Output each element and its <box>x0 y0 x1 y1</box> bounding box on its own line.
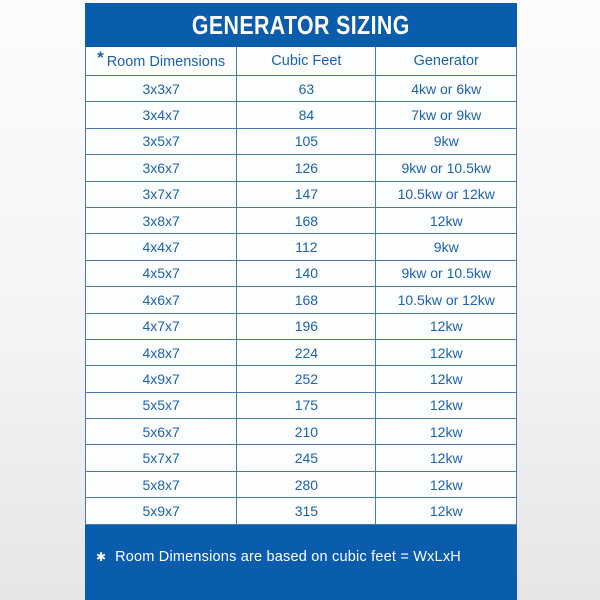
generator-sizing-card <box>85 3 517 600</box>
cell-generator: 12kw <box>376 339 517 365</box>
cell-cubic-feet: 112 <box>237 234 376 260</box>
column-header-generator: Generator <box>376 47 517 76</box>
cell-cubic-feet: 175 <box>237 392 376 418</box>
cell-room-dimensions: 4x5x7 <box>86 260 237 286</box>
cell-generator: 7kw or 9kw <box>376 102 517 128</box>
cell-cubic-feet: 168 <box>237 207 376 233</box>
cell-cubic-feet: 63 <box>237 76 376 102</box>
table-row <box>86 260 517 286</box>
footnote <box>85 525 517 600</box>
column-header-cubic-feet: Cubic Feet <box>237 47 376 76</box>
cell-room-dimensions: 3x3x7 <box>86 76 237 102</box>
table-row <box>86 445 517 471</box>
cell-cubic-feet: 168 <box>237 287 376 313</box>
table-row <box>86 419 517 445</box>
table-row <box>86 392 517 418</box>
cell-generator: 9kw or 10.5kw <box>376 260 517 286</box>
cell-cubic-feet: 245 <box>237 445 376 471</box>
table-row <box>86 498 517 524</box>
cell-room-dimensions: 4x8x7 <box>86 339 237 365</box>
cell-cubic-feet: 224 <box>237 339 376 365</box>
cell-room-dimensions: 3x5x7 <box>86 128 237 154</box>
title-banner <box>85 3 517 47</box>
table-row <box>86 76 517 102</box>
sizing-table <box>85 47 517 525</box>
cell-generator: 10.5kw or 12kw <box>376 181 517 207</box>
asterisk-marker: * <box>97 48 104 67</box>
cell-generator: 4kw or 6kw <box>376 76 517 102</box>
cell-generator: 9kw or 10.5kw <box>376 155 517 181</box>
cell-generator: 12kw <box>376 498 517 524</box>
cell-room-dimensions: 4x6x7 <box>86 287 237 313</box>
cell-cubic-feet: 280 <box>237 471 376 497</box>
cell-generator: 10.5kw or 12kw <box>376 287 517 313</box>
table-row <box>86 155 517 181</box>
cell-cubic-feet: 147 <box>237 181 376 207</box>
cell-room-dimensions: 4x7x7 <box>86 313 237 339</box>
column-header-label: Room Dimensions <box>106 54 226 70</box>
page-title: GENERATOR SIZING <box>192 9 410 40</box>
cell-room-dimensions: 5x6x7 <box>86 419 237 445</box>
table-row <box>86 128 517 154</box>
column-header-room-dimensions <box>86 47 237 76</box>
cell-room-dimensions: 5x8x7 <box>86 471 237 497</box>
table-row <box>86 313 517 339</box>
table-row <box>86 207 517 233</box>
table-row <box>86 234 517 260</box>
cell-cubic-feet: 105 <box>237 128 376 154</box>
cell-room-dimensions: 5x9x7 <box>86 498 237 524</box>
cell-cubic-feet: 315 <box>237 498 376 524</box>
cell-room-dimensions: 4x4x7 <box>86 234 237 260</box>
table-row <box>86 471 517 497</box>
footnote-star-icon: ✱ <box>96 550 107 565</box>
table-header-row <box>86 47 517 76</box>
cell-cubic-feet: 84 <box>237 102 376 128</box>
cell-room-dimensions: 3x4x7 <box>86 102 237 128</box>
cell-generator: 12kw <box>376 419 517 445</box>
cell-cubic-feet: 252 <box>237 366 376 392</box>
cell-generator: 12kw <box>376 392 517 418</box>
table-row <box>86 287 517 313</box>
cell-cubic-feet: 196 <box>237 313 376 339</box>
table-row <box>86 102 517 128</box>
cell-room-dimensions: 4x9x7 <box>86 366 237 392</box>
cell-generator: 12kw <box>376 445 517 471</box>
table-row <box>86 366 517 392</box>
cell-cubic-feet: 126 <box>237 155 376 181</box>
cell-generator: 12kw <box>376 366 517 392</box>
cell-room-dimensions: 5x7x7 <box>86 445 237 471</box>
table-row <box>86 339 517 365</box>
cell-generator: 12kw <box>376 471 517 497</box>
cell-room-dimensions: 3x8x7 <box>86 207 237 233</box>
cell-room-dimensions: 3x7x7 <box>86 181 237 207</box>
cell-generator: 12kw <box>376 313 517 339</box>
cell-room-dimensions: 3x6x7 <box>86 155 237 181</box>
cell-cubic-feet: 140 <box>237 260 376 286</box>
cell-cubic-feet: 210 <box>237 419 376 445</box>
cell-generator: 9kw <box>376 128 517 154</box>
cell-generator: 12kw <box>376 207 517 233</box>
cell-room-dimensions: 5x5x7 <box>86 392 237 418</box>
table-row <box>86 181 517 207</box>
cell-generator: 9kw <box>376 234 517 260</box>
footnote-text: Room Dimensions are based on cubic feet = WxLxH <box>115 549 461 566</box>
